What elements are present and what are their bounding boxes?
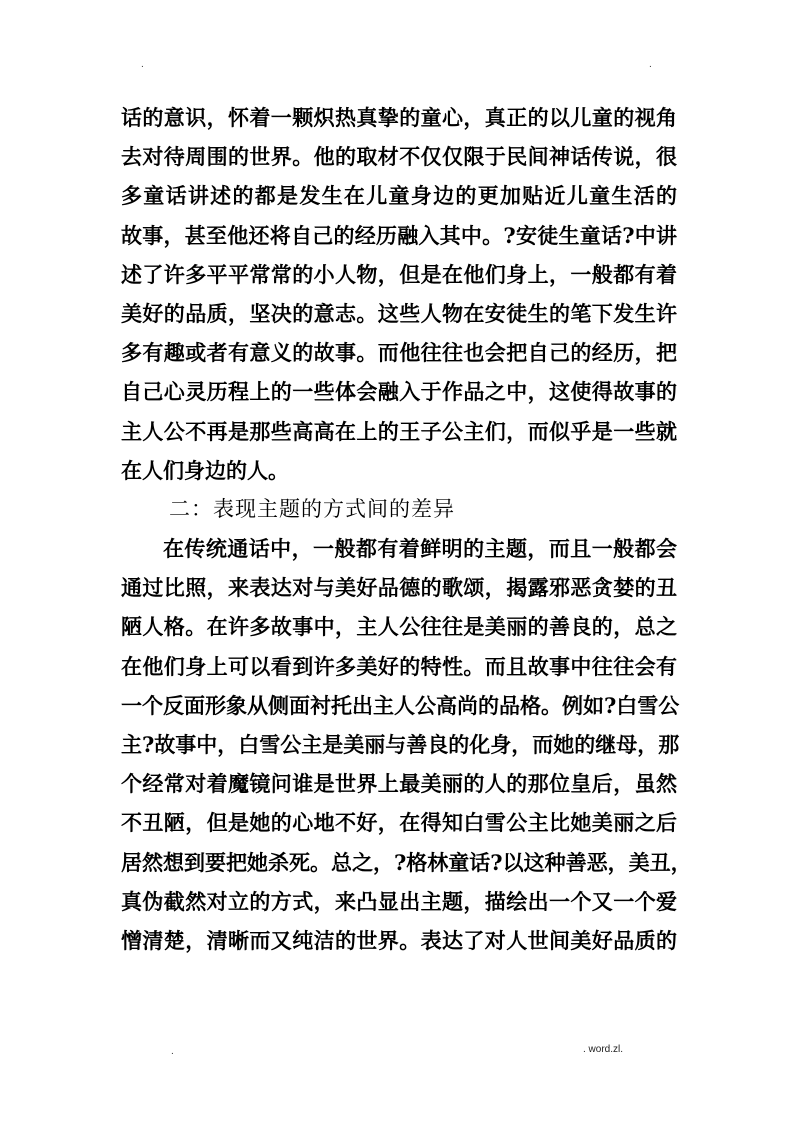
text-line: 通过比照，来表达对与美好品德的歌颂，揭露邪恶贪婪的丑	[121, 575, 677, 601]
text-line: 多童话讲述的都是发生在儿童身边的更加贴近儿童生活的	[121, 183, 677, 209]
footer-source-text: . word.zl.	[583, 1044, 624, 1055]
text-line: 憎清楚，清晰而又纯洁的世界。表达了对人世间美好品质的	[121, 927, 677, 953]
text-line: 在传统通话中，一般都有着鲜明的主题，而且一般都会	[163, 536, 677, 562]
header-right-mark: .	[649, 59, 652, 70]
text-line: 在人们身边的人。	[121, 457, 289, 483]
text-line: 主?故事中，白雪公主是美丽与善良的化身，而她的继母，那	[121, 732, 680, 757]
text-line: 多有趣或者有意义的故事。而他往往也会把自己的经历，把	[121, 340, 677, 366]
text-line: 美好的品质，坚决的意志。这些人物在安徒生的笔下发生许	[121, 300, 677, 326]
text-line: 述了许多平平常常的小人物，但是在他们身上，一般都有着	[121, 261, 677, 287]
text-line: 真伪截然对立的方式，来凸显出主题，描绘出一个又一个爱	[121, 888, 677, 914]
text-line: 陋人格。在许多故事中，主人公往往是美丽的善良的，总之	[121, 614, 677, 640]
text-line: 居然想到要把她杀死。总之，?格林童话?以这种善恶，美丑，	[121, 849, 692, 875]
text-line: 不丑陋，但是她的心地不好，在得知白雪公主比她美丽之后	[121, 810, 677, 836]
document-body	[121, 98, 692, 960]
footer-left-mark: .	[171, 1046, 174, 1057]
paragraph-2	[121, 529, 692, 960]
text-line: 一个反面形象从侧面衬托出主人公高尚的品格。例如?白雪公	[121, 692, 680, 718]
paragraph-1	[121, 98, 677, 490]
text-line: 话的意识，怀着一颗炽热真挚的童心，真正的以儿童的视角	[121, 105, 677, 130]
text-line: 主人公不再是那些高高在上的王子公主们，而似乎是一些就	[121, 418, 677, 444]
text-line: 自己心灵历程上的一些体会融入于作品之中，这使得故事的	[121, 379, 677, 405]
header-left-mark: .	[141, 59, 144, 70]
section-heading: 二：表现主题的方式间的差异	[169, 496, 455, 521]
text-line: 故事，甚至他还将自己的经历融入其中。?安徒生童话?中讲	[121, 222, 677, 248]
text-line: 在他们身上可以看到许多美好的特性。而且故事中往往会有	[121, 653, 677, 679]
text-line: 个经常对着魔镜问谁是世界上最美丽的人的那位皇后，虽然	[121, 771, 677, 797]
text-line: 去对待周围的世界。他的取材不仅仅限于民间神话传说，很	[121, 144, 677, 170]
